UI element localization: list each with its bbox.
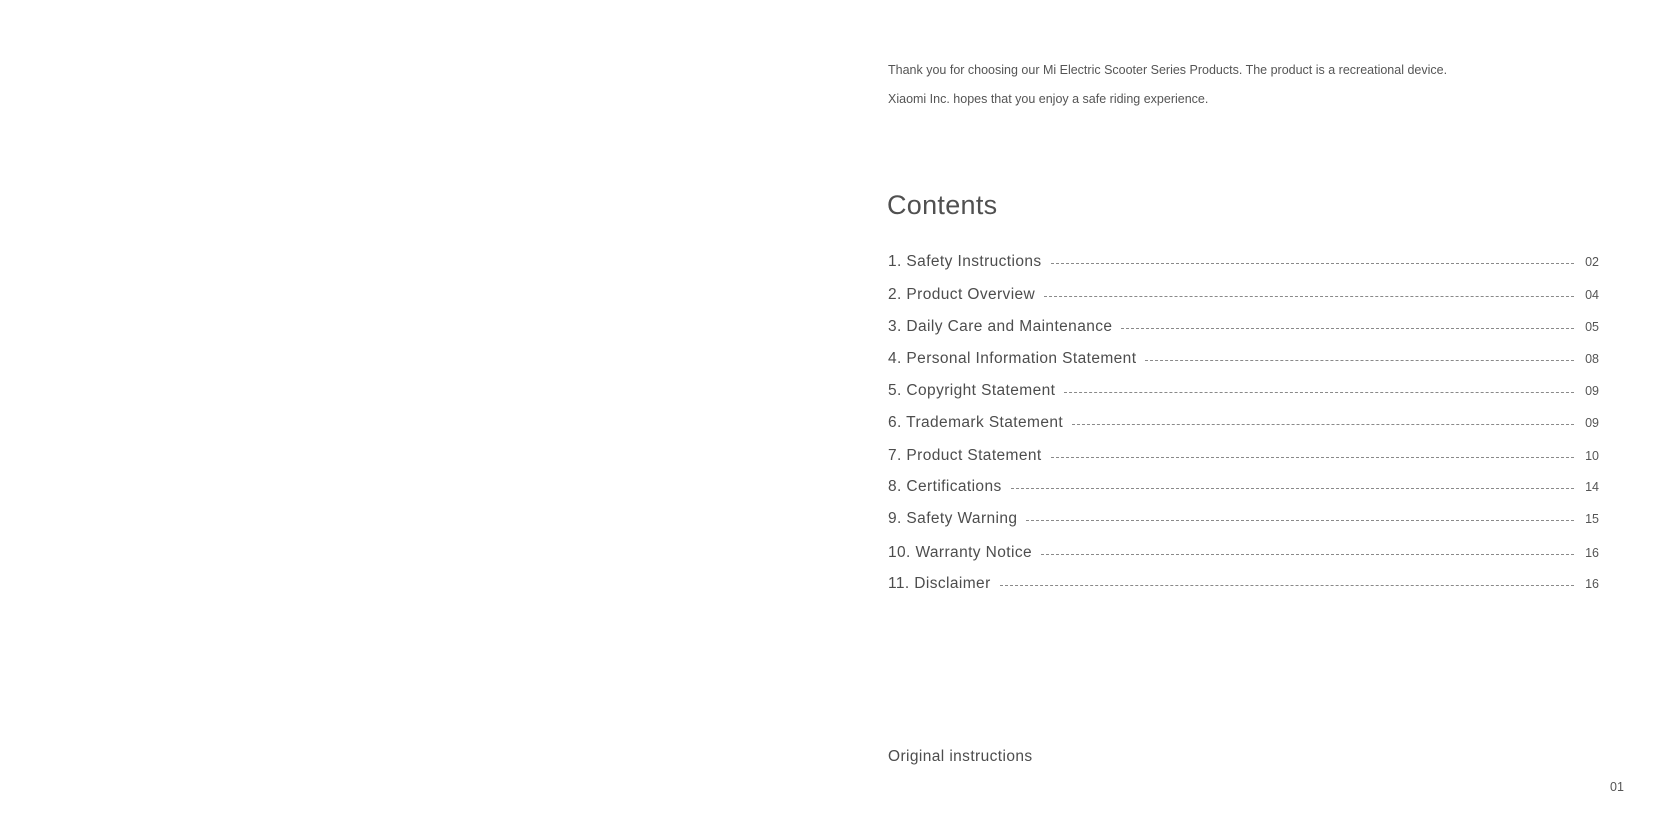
toc-item[interactable] (888, 348, 1599, 370)
toc-item-page: 14 (1585, 480, 1599, 494)
toc-leader (1051, 263, 1574, 264)
toc-item-page: 09 (1585, 384, 1599, 398)
toc-item-label: 3. Daily Care and Maintenance (888, 318, 1113, 335)
toc-item[interactable] (888, 508, 1599, 530)
toc-item-page: 16 (1585, 577, 1599, 591)
toc-leader (1051, 457, 1574, 458)
toc-leader (1011, 488, 1574, 489)
toc-item[interactable] (888, 445, 1599, 467)
toc-item-label: 8. Certifications (888, 478, 1002, 495)
toc-leader (1121, 328, 1574, 329)
toc-item-label: 11. Disclaimer (888, 575, 991, 592)
toc-item-label: 6. Trademark Statement (888, 414, 1064, 431)
toc-item[interactable] (888, 476, 1599, 498)
toc-item-page: 10 (1585, 449, 1599, 463)
toc-item-label: 4. Personal Information Statement (888, 350, 1137, 367)
page-number: 01 (1610, 780, 1624, 794)
toc-item[interactable] (888, 412, 1599, 434)
toc-item[interactable] (888, 316, 1599, 338)
toc-item-page: 15 (1585, 512, 1599, 526)
toc-item[interactable] (888, 380, 1599, 402)
toc-leader (1072, 424, 1574, 425)
toc-leader (1041, 554, 1574, 555)
toc-item[interactable] (888, 573, 1599, 595)
toc-item-label: 10. Warranty Notice (888, 544, 1032, 561)
original-instructions-note: Original instructions (888, 748, 1033, 765)
toc-item-page: 04 (1585, 288, 1599, 302)
toc-item-label: 9. Safety Warning (888, 510, 1018, 527)
toc-item-label: 2. Product Overview (888, 286, 1036, 303)
toc-leader (1000, 585, 1574, 586)
toc-item-label: 5. Copyright Statement (888, 382, 1056, 399)
toc-item-page: 16 (1585, 546, 1599, 560)
toc-item[interactable] (888, 251, 1599, 273)
toc-leader (1145, 360, 1574, 361)
toc-item-page: 09 (1585, 416, 1599, 430)
toc-item-label: 1. Safety Instructions (888, 253, 1042, 270)
toc-leader (1026, 520, 1574, 521)
toc-item-label: 7. Product Statement (888, 447, 1042, 464)
intro-line-2: Xiaomi Inc. hopes that you enjoy a safe riding experience. (888, 92, 1209, 106)
intro-text (888, 56, 1447, 114)
contents-title: Contents (887, 190, 998, 220)
toc-item-page: 08 (1585, 352, 1599, 366)
toc-item[interactable] (888, 284, 1599, 306)
toc-leader (1064, 392, 1574, 393)
intro-line-1: Thank you for choosing our Mi Electric Scooter Series Products. The product is a recreational device. (888, 63, 1448, 77)
toc-item-page: 02 (1585, 255, 1599, 269)
toc-leader (1044, 296, 1574, 297)
toc-item-page: 05 (1585, 320, 1599, 334)
toc-item[interactable] (888, 542, 1599, 564)
